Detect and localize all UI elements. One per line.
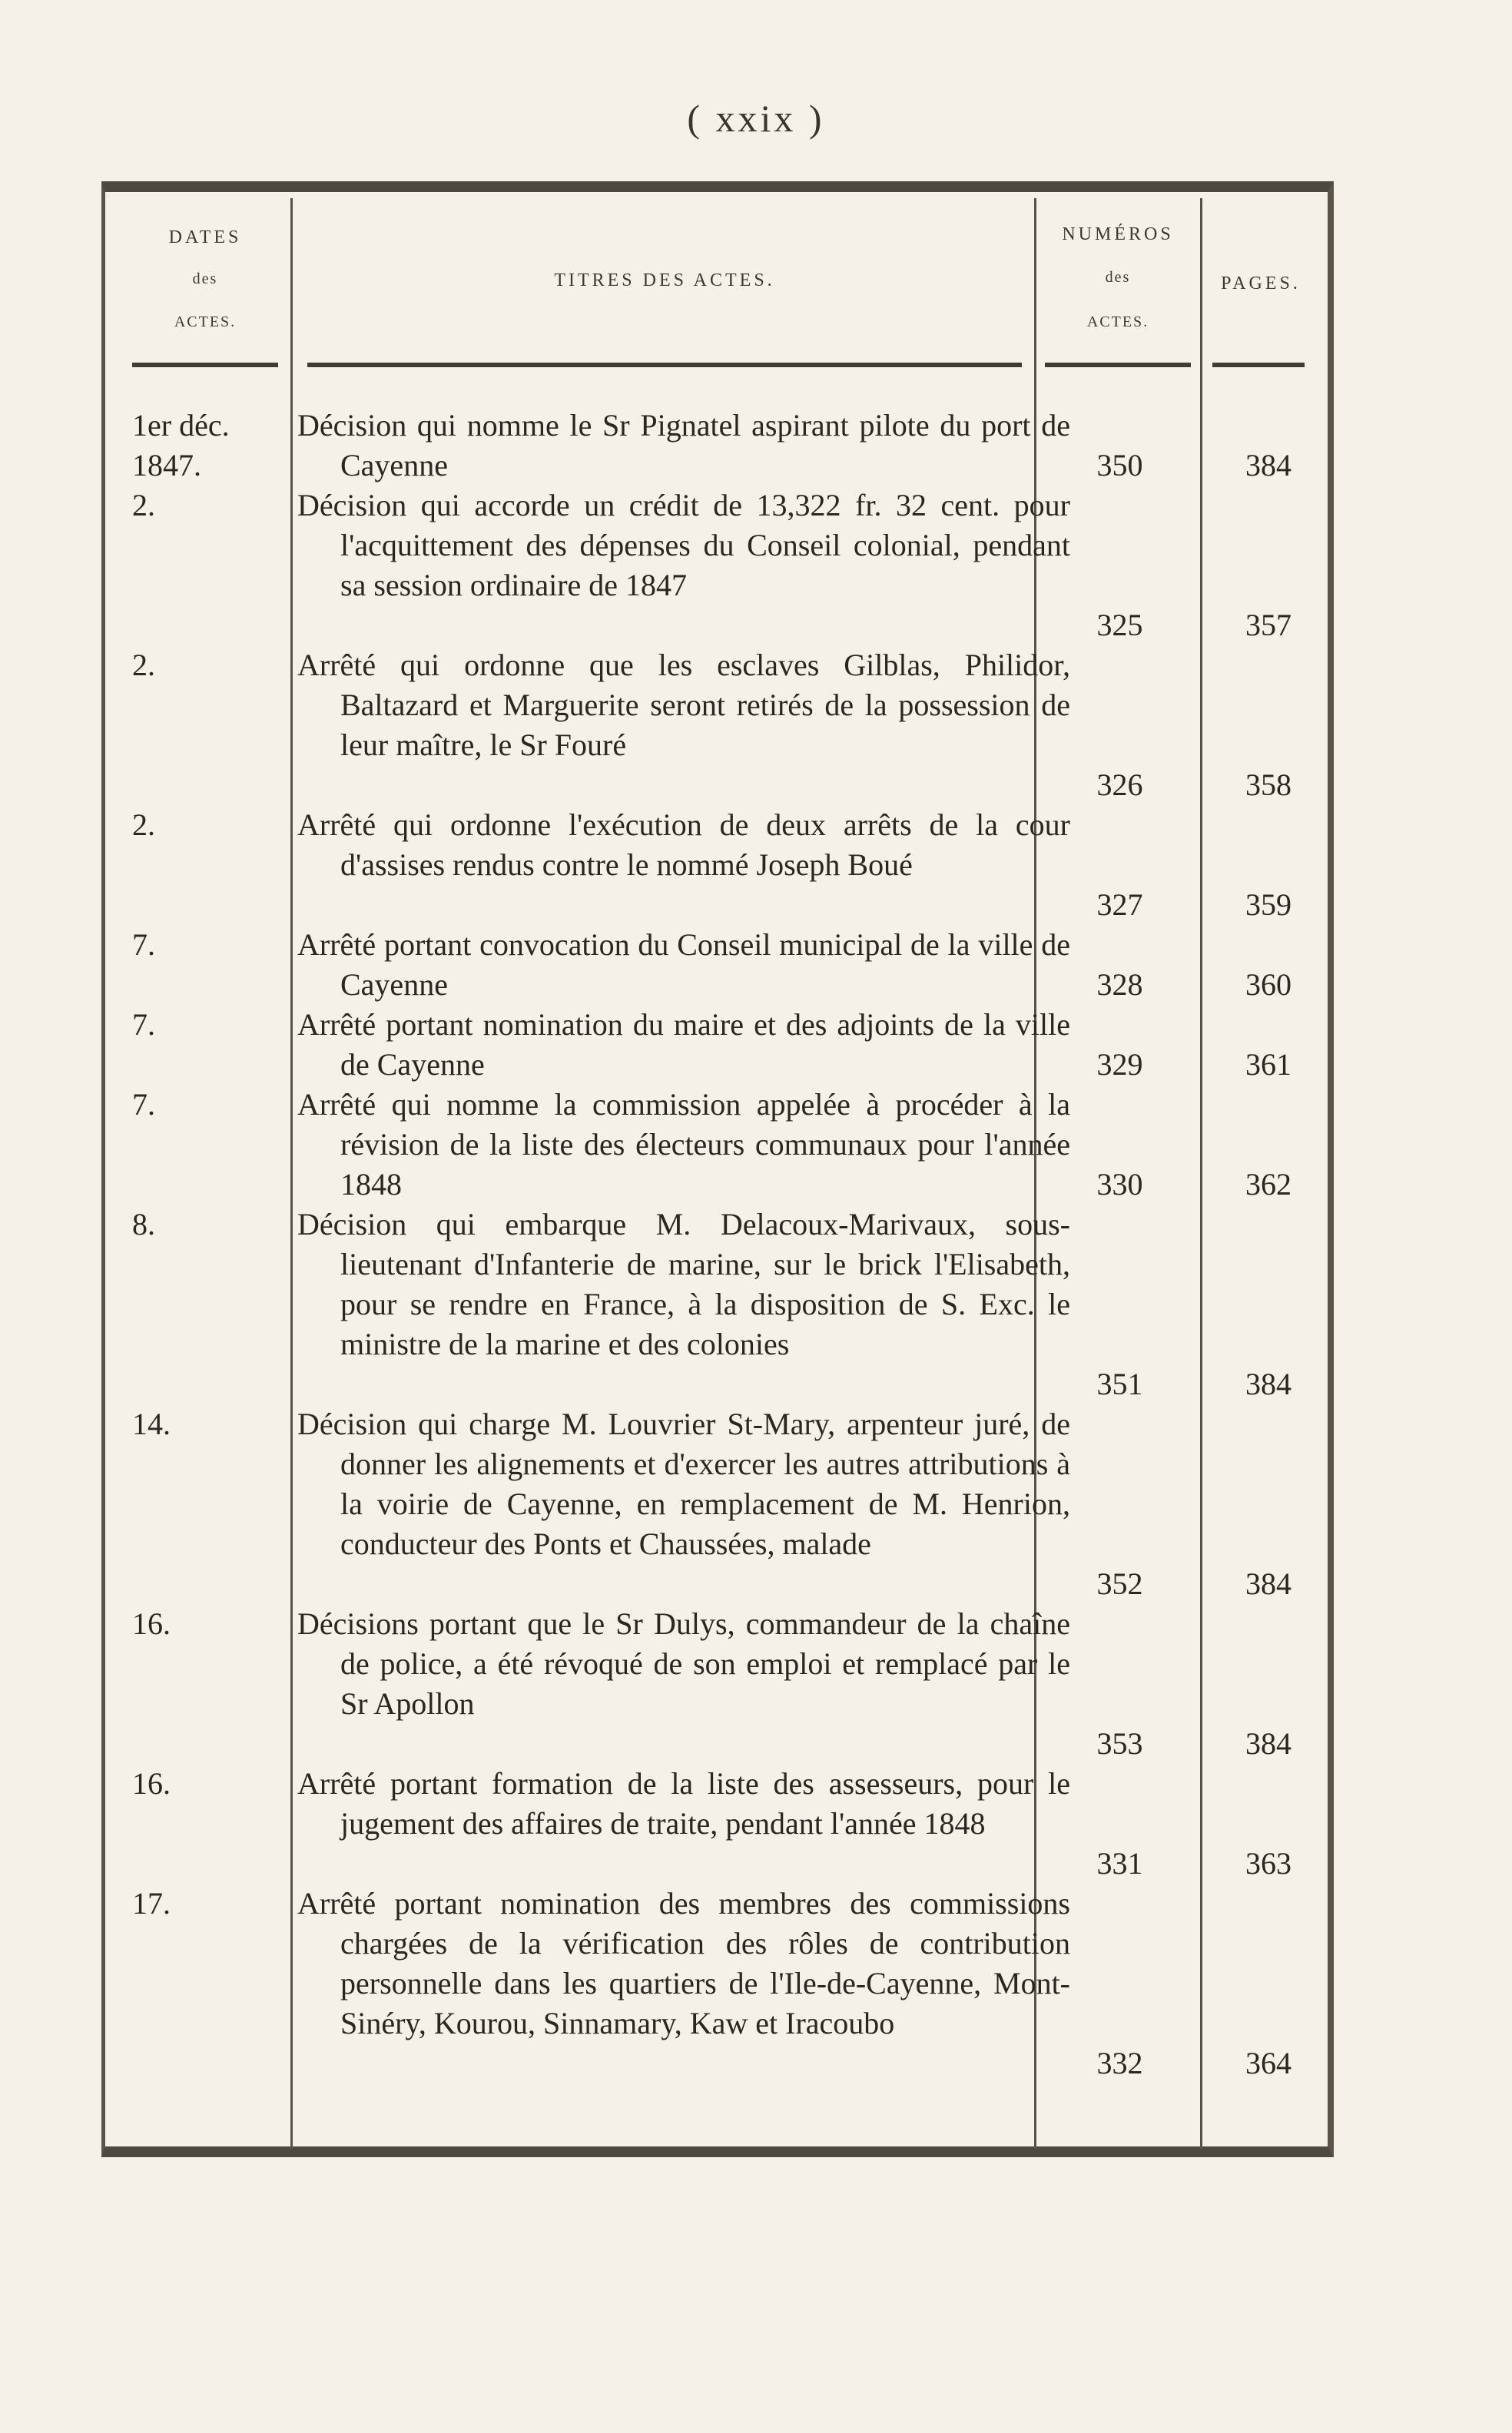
- column-header-pages: PAGES.: [1221, 273, 1301, 293]
- row-date: 17.: [132, 1886, 171, 1921]
- header-numbers-line3: ACTES.: [1086, 313, 1149, 330]
- row-date: 7.: [132, 1007, 155, 1042]
- row-number: 353: [1096, 1726, 1143, 1761]
- row-page: 360: [1245, 967, 1292, 1002]
- row-page: 361: [1245, 1047, 1292, 1082]
- row-page: 364: [1245, 2046, 1292, 2080]
- row-number: 329: [1096, 1047, 1143, 1082]
- header-dates-line3: ACTES.: [174, 313, 237, 330]
- header-numbers-line1: NUMÉROS: [1062, 224, 1174, 244]
- row-number: 351: [1096, 1367, 1143, 1401]
- row-number: 331: [1096, 1846, 1143, 1881]
- header-rule: [1212, 363, 1305, 367]
- row-date: 8.: [132, 1207, 155, 1241]
- row-date: 2.: [132, 648, 155, 682]
- header-dates-line1: DATES: [168, 227, 242, 247]
- row-date: 16.: [132, 1766, 171, 1801]
- row-date: 2.: [132, 807, 155, 842]
- row-date: 2.: [132, 488, 155, 522]
- row-page: 384: [1245, 1566, 1292, 1601]
- row-date: 1er déc. 1847.: [132, 408, 230, 482]
- row-number: 325: [1096, 608, 1143, 642]
- row-page: 359: [1245, 887, 1292, 922]
- row-page: 384: [1245, 1726, 1292, 1761]
- column-divider: [1200, 198, 1202, 2150]
- row-page: 384: [1245, 1367, 1292, 1401]
- column-divider: [290, 198, 293, 2150]
- row-page: 358: [1245, 767, 1292, 802]
- page-number-header: ( xxix ): [687, 97, 825, 140]
- row-number: 328: [1096, 967, 1143, 1002]
- row-date: 14.: [132, 1407, 171, 1441]
- header-rule: [307, 363, 1022, 367]
- column-header-titles: TITRES DES ACTES.: [554, 270, 775, 290]
- header-dates-line2: des: [192, 270, 218, 287]
- row-date: 7.: [132, 927, 155, 962]
- row-number: 352: [1096, 1566, 1143, 1601]
- row-number: 330: [1096, 1167, 1143, 1202]
- row-title: Décisions portant que le Sr Dulys, commandeur de la chaîne de police, a été révoqué de son emploi et remplacé par le Sr Apollon: [297, 1606, 1070, 1721]
- row-title: Décision qui charge M. Louvrier St-Mary, arpenteur juré, de donner les alignements et d'exercer les autres attributions à la voirie de Cayenne, en remplacement de M. Henrion, conducteur des Ponts et Chaussées, malade: [297, 1407, 1070, 1561]
- row-page: 362: [1245, 1167, 1292, 1202]
- row-title: Décision qui accorde un crédit de 13,322 fr. 32 cent. pour l'acquittement des dépenses du Conseil colonial, pendant sa session ordinaire de 1847: [297, 488, 1070, 602]
- row-title: Arrêté qui ordonne l'exécution de deux arrêts de la cour d'assises rendus contre le nommé Joseph Boué: [297, 807, 1070, 882]
- row-number: 327: [1096, 887, 1143, 922]
- row-title: Décision qui embarque M. Delacoux-Marivaux, sous-lieutenant d'Infanterie de marine, sur le brick l'Elisabeth, pour se rendre en France, à la disposition de S. Exc. le ministre de la marine et des colonies: [297, 1207, 1070, 1361]
- row-date: 16.: [132, 1606, 171, 1641]
- row-number: 326: [1096, 767, 1143, 802]
- row-page: 363: [1245, 1846, 1292, 1881]
- row-number: 350: [1096, 448, 1143, 482]
- row-title: Arrêté portant convocation du Conseil municipal de la ville de Cayenne: [297, 927, 1070, 1002]
- row-title: Arrêté qui nomme la commission appelée à procéder à la révision de la liste des électeurs communaux pour l'année 1848: [297, 1087, 1070, 1202]
- header-numbers-line2: des: [1105, 269, 1131, 286]
- header-rule: [1045, 363, 1191, 367]
- row-title: Arrêté portant nomination du maire et des adjoints de la ville de Cayenne: [297, 1007, 1070, 1082]
- row-page: 384: [1245, 448, 1292, 482]
- row-date: 7.: [132, 1087, 155, 1122]
- row-title: Arrêté qui ordonne que les esclaves Gilblas, Philidor, Baltazard et Marguerite seront retirés de la possession de leur maître, le Sr Fouré: [297, 648, 1070, 762]
- row-title: Arrêté portant nomination des membres des commissions chargées de la vérification des rôles de contribution personnelle dans les quartiers de l'Ile-de-Cayenne, Mont-Sinéry, Kourou, Sinnamary, Kaw et Iracoubo: [297, 1886, 1070, 2040]
- row-title: Arrêté portant formation de la liste des assesseurs, pour le jugement des affaires de traite, pendant l'année 1848: [297, 1766, 1070, 1841]
- header-rule: [132, 363, 278, 367]
- row-number: 332: [1096, 2046, 1143, 2080]
- row-page: 357: [1245, 608, 1292, 642]
- row-title: Décision qui nomme le Sr Pignatel aspirant pilote du port de Cayenne: [297, 408, 1070, 482]
